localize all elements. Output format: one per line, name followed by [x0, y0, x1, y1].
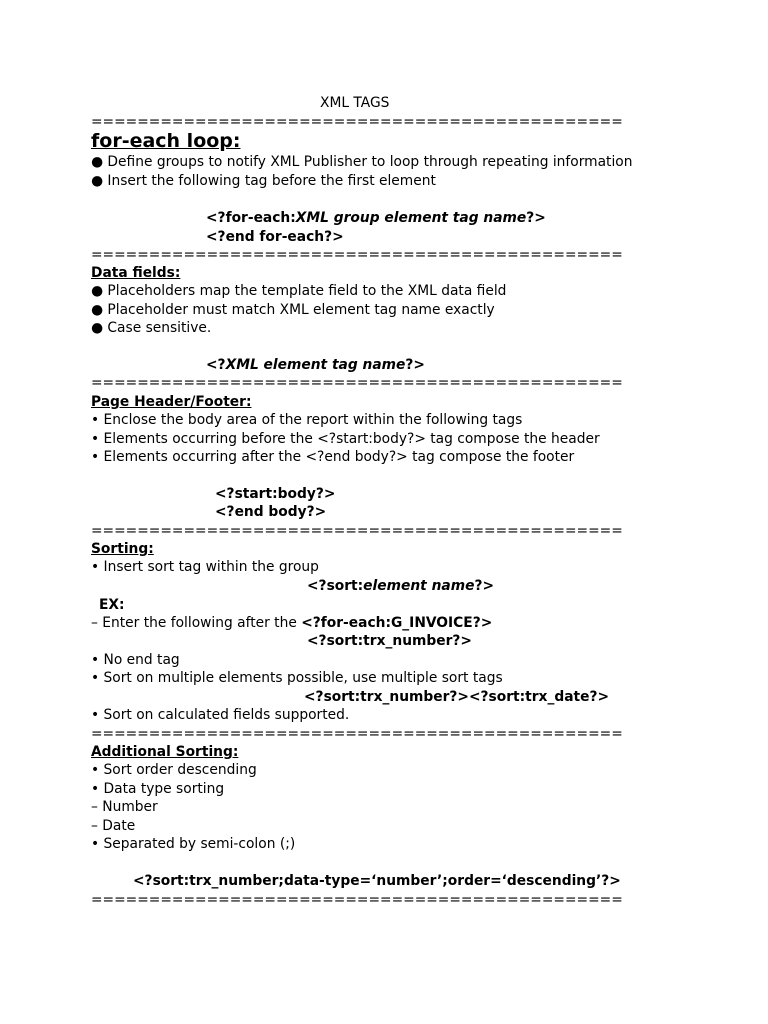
section-heading-data-fields: Data fields:: [91, 265, 181, 281]
bullet-item: ● Case sensitive.: [91, 320, 212, 336]
bullet-item: • Data type sorting: [91, 781, 225, 797]
separator-line: ==============================================: [91, 375, 623, 391]
code-tag-end-for-each: <?end for-each?>: [206, 229, 344, 245]
page-title: XML TAGS: [320, 95, 390, 111]
code-tag-end-body: <?end body?>: [215, 504, 327, 520]
separator-line: ==============================================: [91, 726, 623, 742]
bullet-item: – Number: [91, 799, 158, 815]
code-tag-sort-descending: <?sort:trx_number;data-type=‘number’;order=‘descending’?>: [133, 873, 621, 889]
bullet-item: • Elements occurring after the <?end body?> tag compose the footer: [91, 449, 575, 465]
separator-line: ==============================================: [91, 892, 623, 908]
bullet-item: • Sort order descending: [91, 762, 257, 778]
code-tag-element: <?XML element tag name?>: [206, 357, 425, 373]
code-tag-sort-trx-number: <?sort:trx_number?>: [307, 633, 472, 649]
code-tag-for-each: <?for-each:XML group element tag name?>: [206, 210, 546, 226]
separator-line: ==============================================: [91, 114, 623, 130]
code-tag-sort-multiple: <?sort:trx_number?><?sort:trx_date?>: [304, 689, 610, 705]
section-heading-additional-sorting: Additional Sorting:: [91, 744, 239, 760]
bullet-item: ● Define groups to notify XML Publisher to loop through repeating information: [91, 154, 633, 170]
bullet-item: ● Insert the following tag before the first element: [91, 173, 436, 189]
bullet-item: ● Placeholders map the template field to the XML data field: [91, 283, 507, 299]
bullet-item: • Sort on multiple elements possible, use multiple sort tags: [91, 670, 503, 686]
bullet-item: • No end tag: [91, 652, 180, 668]
code-tag-sort-element: <?sort:element name?>: [307, 578, 495, 594]
bullet-item: • Separated by semi-colon (;): [91, 836, 296, 852]
bullet-item: • Insert sort tag within the group: [91, 559, 319, 575]
section-heading-page-header-footer: Page Header/Footer:: [91, 394, 252, 410]
bullet-item: • Sort on calculated fields supported.: [91, 707, 350, 723]
separator-line: ==============================================: [91, 523, 623, 539]
separator-line: ==============================================: [91, 247, 623, 263]
instruction-line: – Enter the following after the <?for-each:G_INVOICE?>: [91, 615, 493, 631]
code-tag-start-body: <?start:body?>: [215, 486, 336, 502]
section-heading-for-each: for-each loop:: [91, 130, 241, 152]
bullet-item: – Date: [91, 818, 136, 834]
section-heading-sorting: Sorting:: [91, 541, 154, 557]
code-tag-for-each-invoice: <?for-each:G_INVOICE?>: [301, 615, 493, 631]
bullet-item: ● Placeholder must match XML element tag name exactly: [91, 302, 495, 318]
example-label: EX:: [99, 597, 125, 613]
bullet-item: • Enclose the body area of the report within the following tags: [91, 412, 523, 428]
bullet-item: • Elements occurring before the <?start:body?> tag compose the header: [91, 431, 600, 447]
